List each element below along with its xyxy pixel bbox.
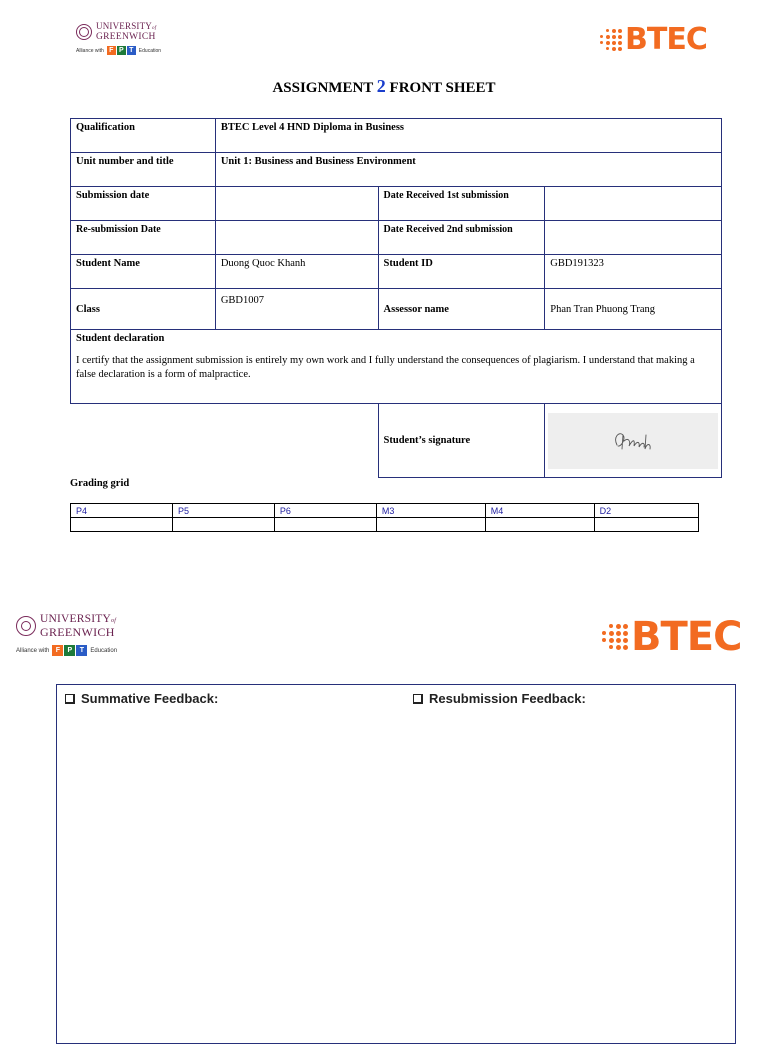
- grade-header-m4: M4: [485, 504, 594, 518]
- education-text: Education: [138, 47, 162, 54]
- alliance-line-page2: [16, 645, 117, 656]
- student-id-value: GBD191323: [545, 255, 722, 289]
- grade-header-m3: M3: [376, 504, 485, 518]
- submission-date-value: [215, 187, 378, 221]
- education-text-page2: Education: [90, 647, 118, 654]
- row-submission-date: [71, 187, 722, 221]
- grading-value-row: [71, 518, 699, 532]
- summative-feedback-header: [65, 691, 218, 706]
- signature-image: [548, 413, 718, 469]
- grading-grid-table: [70, 503, 699, 532]
- submission-date-label: Submission date: [71, 187, 216, 221]
- resubmission-feedback-label: Resubmission Feedback:: [429, 691, 586, 706]
- university-of-page2: of: [111, 618, 117, 624]
- alliance-text-page2: Alliance with: [16, 647, 50, 654]
- date-received-1-value: [545, 187, 722, 221]
- title-suffix: FRONT SHEET: [385, 80, 496, 96]
- grading-grid-label: Grading grid: [70, 478, 130, 489]
- btec-dots-icon-page2: [602, 624, 628, 650]
- row-declaration: [71, 330, 722, 404]
- grade-value-d2: [594, 518, 698, 532]
- declaration-text: I certify that the assignment submission is entirely my own work and I fully understand the consequences of plagiarism. I understand that making a false declaration is a form of malpractice.: [76, 355, 695, 380]
- grade-header-p6: P6: [274, 504, 376, 518]
- grade-header-p4: P4: [71, 504, 173, 518]
- university-of: of: [152, 26, 157, 31]
- checkbox-square-icon: [65, 694, 75, 704]
- row-student: [71, 255, 722, 289]
- university-logo: [76, 22, 161, 55]
- qualification-value: BTEC Level 4 HND Diploma in Business: [215, 119, 721, 153]
- university-logo-page2: [16, 614, 117, 656]
- btec-wordmark: BTEC: [625, 22, 707, 57]
- front-sheet-table: [70, 118, 722, 478]
- class-value: GBD1007: [215, 289, 378, 330]
- row-resubmission-date: [71, 221, 722, 255]
- grade-value-m4: [485, 518, 594, 532]
- btec-dots-icon: [600, 29, 622, 51]
- assessor-label: Assessor name: [378, 289, 545, 330]
- fpt-letter-t-page2: T: [76, 645, 87, 656]
- fpt-letter-t: T: [127, 46, 136, 55]
- btec-logo-page2: [602, 614, 741, 660]
- university-name-line2: GREENWICH: [96, 32, 156, 42]
- class-label: Class: [71, 289, 216, 330]
- fpt-letter-f: F: [107, 46, 116, 55]
- assessor-value: Phan Tran Phuong Trang: [545, 289, 722, 330]
- university-name-line1: UNIVERSITY: [96, 21, 152, 31]
- grade-header-p5: P5: [172, 504, 274, 518]
- title-prefix: ASSIGNMENT: [272, 80, 377, 96]
- grading-header-row: [71, 504, 699, 518]
- resubmission-feedback-header: [413, 691, 586, 706]
- row-qualification: [71, 119, 722, 153]
- feedback-box: [56, 684, 736, 1044]
- university-name-line2-page2: GREENWICH: [40, 625, 115, 639]
- grade-value-p5: [172, 518, 274, 532]
- resubmission-date-value: [215, 221, 378, 255]
- summative-feedback-label: Summative Feedback:: [81, 691, 219, 706]
- row-signature: [71, 404, 722, 478]
- fpt-letter-p-page2: P: [64, 645, 75, 656]
- checkbox-square-icon: [413, 694, 423, 704]
- signature-scribble: [611, 427, 655, 455]
- signature-label: Student’s signature: [378, 404, 545, 478]
- student-name-label: Student Name: [71, 255, 216, 289]
- page-title: [0, 76, 768, 97]
- unit-label: Unit number and title: [71, 153, 216, 187]
- signature-cell: [545, 404, 722, 478]
- resubmission-date-label: Re-submission Date: [71, 221, 216, 255]
- declaration-cell: [71, 330, 722, 404]
- unit-value: Unit 1: Business and Business Environment: [215, 153, 721, 187]
- alliance-line: [76, 46, 161, 55]
- declaration-label: Student declaration: [76, 333, 165, 344]
- university-name-line1-page2: UNIVERSITY: [40, 613, 111, 625]
- fpt-logo: [107, 46, 136, 55]
- grade-value-p6: [274, 518, 376, 532]
- date-received-2-label: Date Received 2nd submission: [378, 221, 545, 255]
- alliance-text: Alliance with: [76, 47, 104, 54]
- fpt-logo-page2: [52, 645, 87, 656]
- qualification-label: Qualification: [71, 119, 216, 153]
- student-name-value: Duong Quoc Khanh: [215, 255, 378, 289]
- row-class: [71, 289, 722, 330]
- assignment-number: 2: [376, 76, 386, 96]
- university-crest-icon: [76, 24, 92, 40]
- btec-logo: [600, 22, 707, 57]
- student-id-label: Student ID: [378, 255, 545, 289]
- grade-value-m3: [376, 518, 485, 532]
- date-received-1-label: Date Received 1st submission: [378, 187, 545, 221]
- fpt-letter-f-page2: F: [52, 645, 63, 656]
- btec-wordmark-page2: BTEC: [631, 614, 742, 660]
- signature-spacer: [71, 404, 379, 478]
- grade-header-d2: D2: [594, 504, 698, 518]
- row-unit: [71, 153, 722, 187]
- fpt-letter-p: P: [117, 46, 126, 55]
- grade-value-p4: [71, 518, 173, 532]
- university-crest-icon-page2: [16, 616, 36, 636]
- date-received-2-value: [545, 221, 722, 255]
